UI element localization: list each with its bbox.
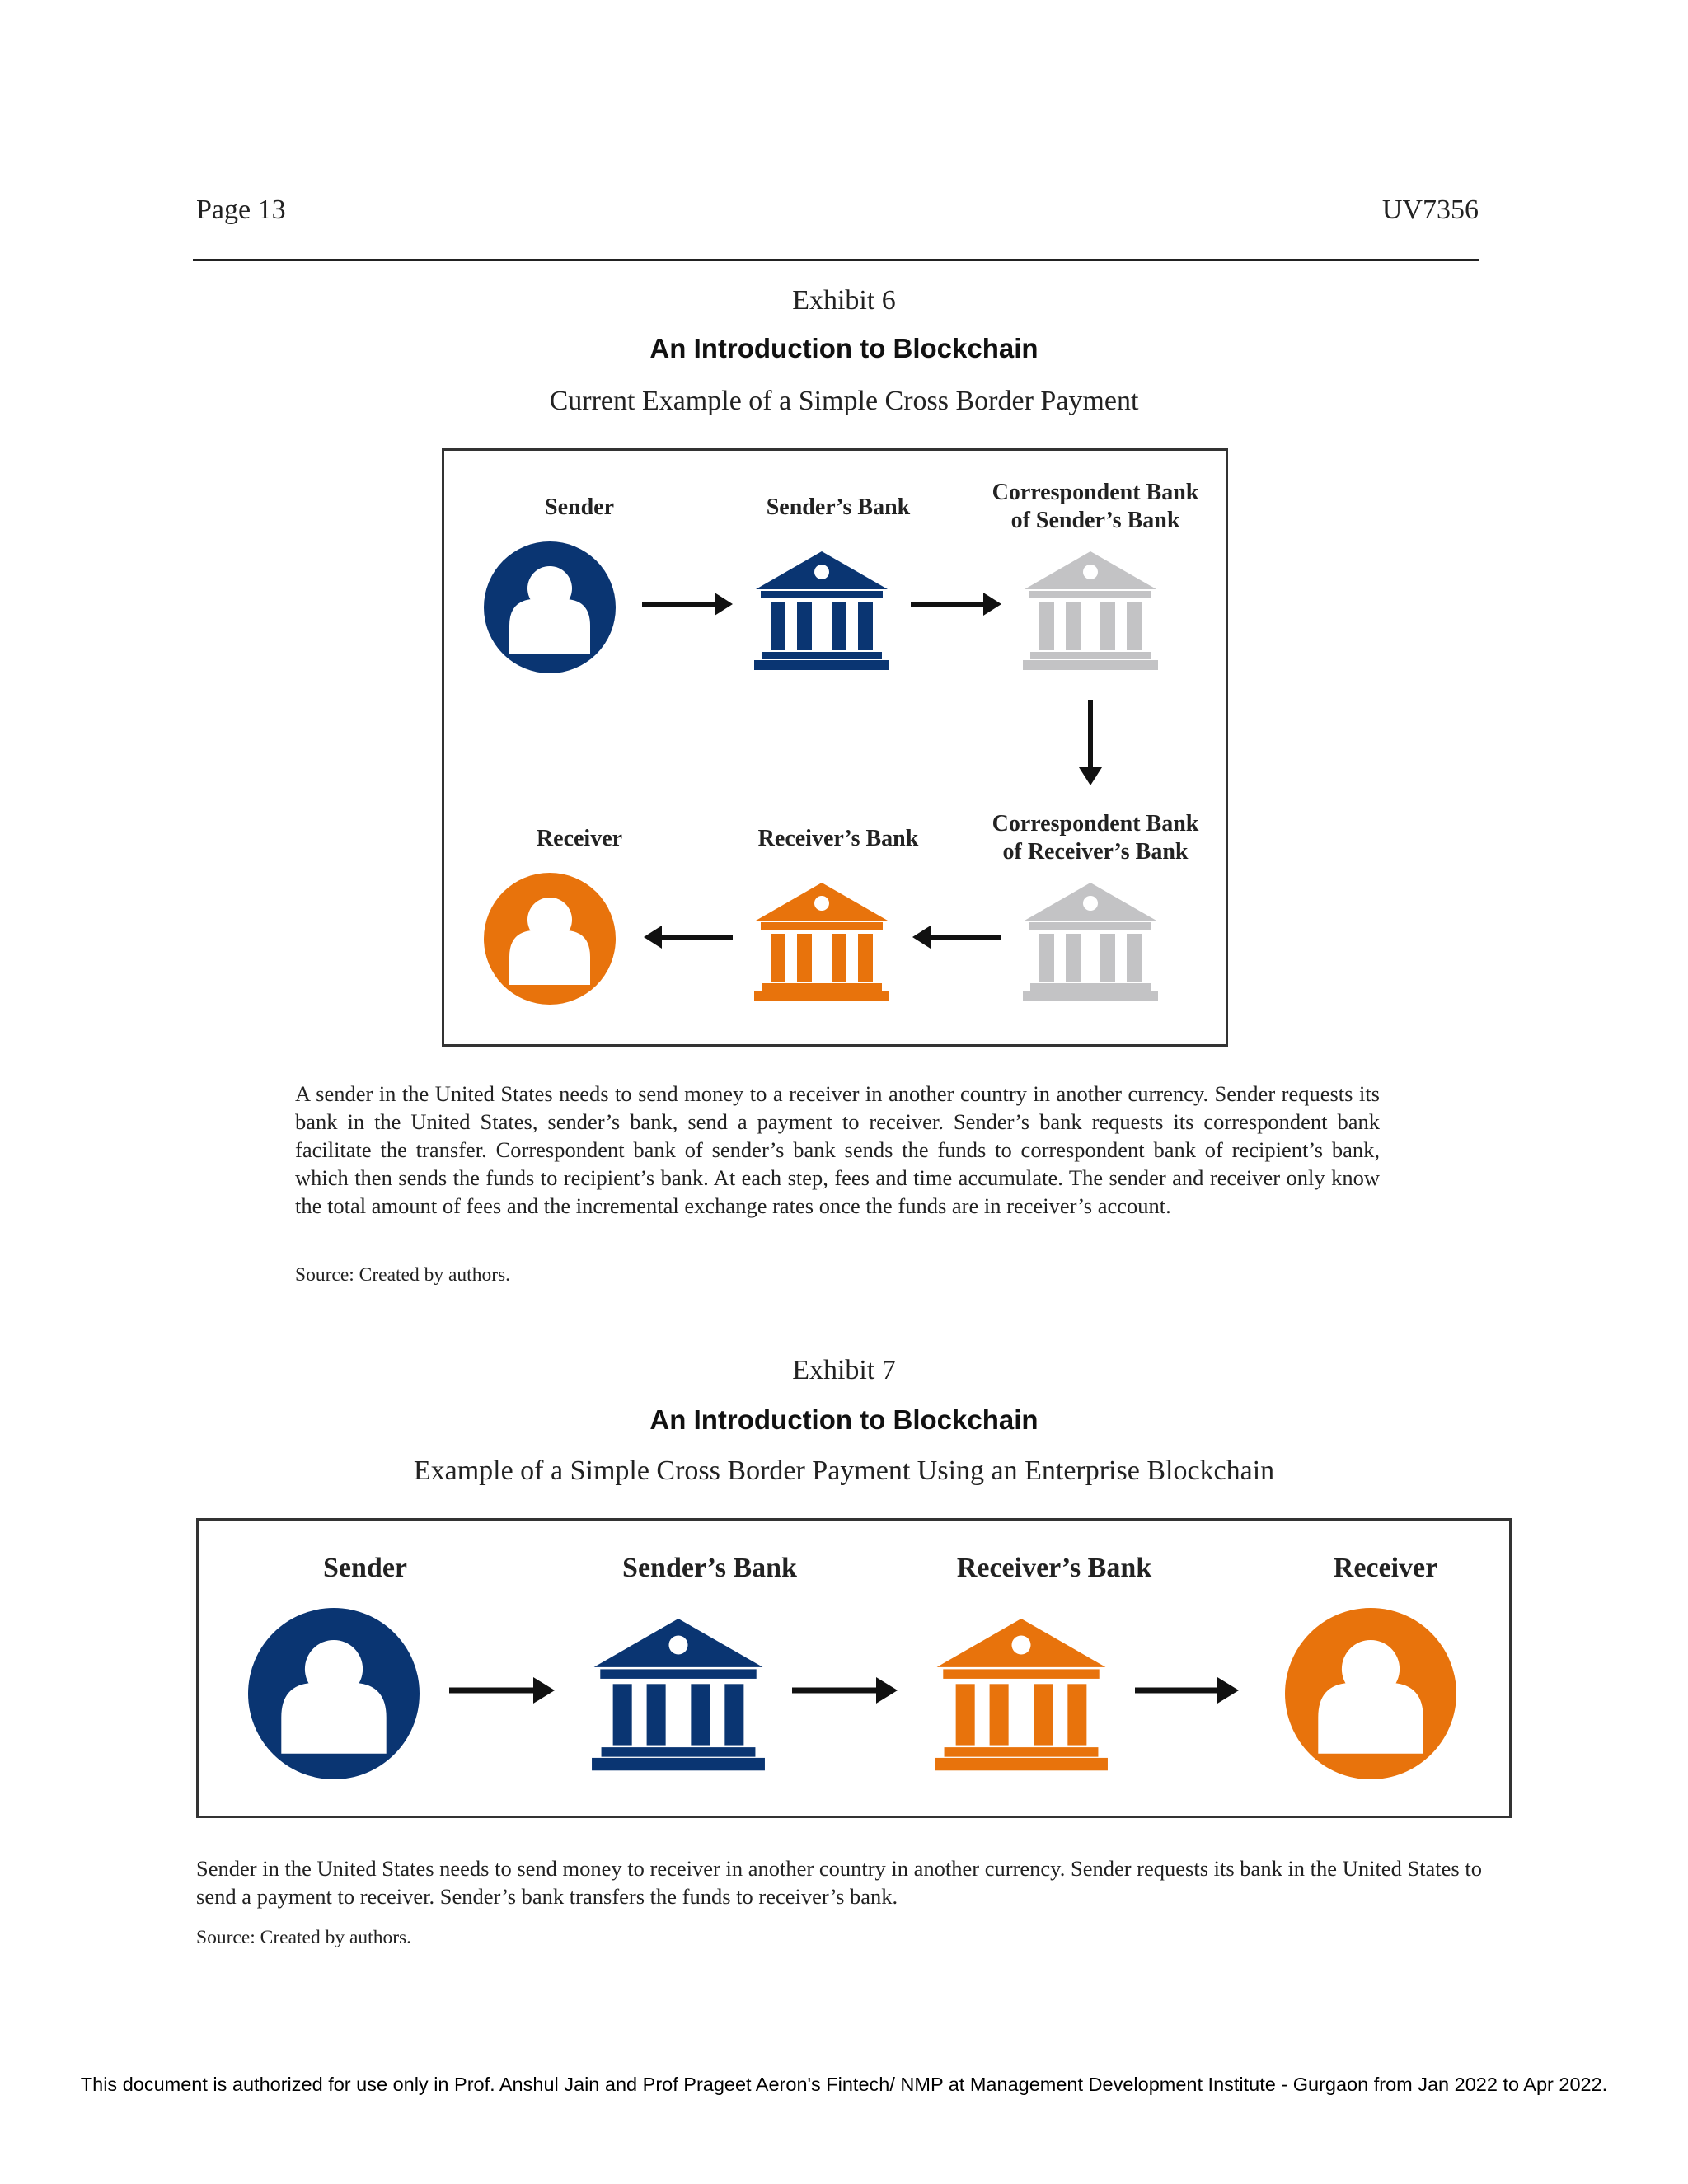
document-code: UV7356 <box>1381 194 1479 225</box>
bank-icon <box>935 1619 1108 1770</box>
exhibit6-heading: An Introduction to Blockchain <box>649 333 1039 363</box>
exhibit6-number: Exhibit 6 <box>792 285 896 316</box>
bank-icon <box>1023 883 1158 1001</box>
label-senders-bank: Sender’s Bank <box>622 1553 797 1583</box>
person-icon <box>248 1608 420 1779</box>
exhibit6-description: A sender in the United States needs to send money to a receiver in another country in another currency. Sender requests its bank in the United States, sender’s bank, send a payment to receiver. Sender’s bank requests its correspondent bank facilitate the transfer. Correspondent bank of sender’s bank sends the funds to correspondent bank of recipient’s bank, which then sends the funds to recipient’s bank. At each step, fees and time accumulate. The sender and receiver only know the total amount of fees and the incremental exchange rates once the funds are in receiver’s account. <box>295 1081 1380 1218</box>
label-correspondent-sender-line1: Correspondent Bank <box>992 480 1199 505</box>
arrow-down-icon <box>1079 700 1102 785</box>
exhibit7-source: Source: Created by authors. <box>196 1927 412 1948</box>
arrow-right-icon <box>642 593 733 616</box>
arrow-right-icon <box>911 593 1001 616</box>
authorization-footer: This document is authorized for use only in Prof. Anshul Jain and Prof Prageet Aeron's Fintech/ NMP at Management Development Institute - Gurgaon from Jan 2022 to Apr 2022. <box>80 2074 1608 2095</box>
label-sender: Sender <box>323 1553 407 1583</box>
label-receiver: Receiver <box>536 826 623 851</box>
exhibit7-subtitle: Example of a Simple Cross Border Payment Using an Enterprise Blockchain <box>413 1455 1275 1486</box>
arrow-left-icon <box>912 926 1001 949</box>
arrow-right-icon <box>792 1677 898 1704</box>
exhibit7-description: Sender in the United States needs to send money to receiver in another country in another currency. Sender requests its bank in the United States to send a payment to receiver. Sender’s bank transfers the funds to receiver’s bank. <box>196 1856 1482 1909</box>
bank-icon <box>592 1619 765 1770</box>
exhibit6-flow-graphics <box>444 451 1226 1044</box>
exhibit6-source: Source: Created by authors. <box>295 1264 511 1286</box>
bank-icon <box>1023 551 1158 670</box>
label-correspondent-receiver-line2: of Receiver’s Bank <box>1002 838 1189 865</box>
exhibit7-heading: An Introduction to Blockchain <box>649 1404 1039 1435</box>
person-icon <box>484 873 616 1005</box>
exhibit7-diagram <box>196 1518 1512 1818</box>
arrow-left-icon <box>644 926 733 949</box>
page-number: Page 13 <box>196 194 286 225</box>
exhibit7-flow-graphics <box>199 1521 1509 1816</box>
person-icon <box>484 541 616 673</box>
label-correspondent-receiver-line1: Correspondent Bank <box>992 811 1199 837</box>
exhibit6-subtitle: Current Example of a Simple Cross Border Payment <box>549 386 1139 416</box>
exhibit6-diagram <box>442 448 1228 1047</box>
exhibit7-number: Exhibit 7 <box>792 1355 896 1385</box>
header-rule <box>193 259 1479 261</box>
bank-icon <box>754 883 889 1001</box>
label-receiver: Receiver <box>1333 1553 1438 1583</box>
label-sender: Sender <box>545 494 614 520</box>
arrow-right-icon <box>449 1677 555 1704</box>
arrow-right-icon <box>1135 1677 1239 1704</box>
label-correspondent-sender-line2: of Sender’s Bank <box>1010 507 1180 533</box>
bank-icon <box>754 551 889 670</box>
label-receivers-bank: Receiver’s Bank <box>956 1553 1152 1583</box>
label-receivers-bank: Receiver’s Bank <box>757 826 919 851</box>
label-senders-bank: Sender’s Bank <box>766 494 911 520</box>
person-icon <box>1285 1608 1456 1779</box>
